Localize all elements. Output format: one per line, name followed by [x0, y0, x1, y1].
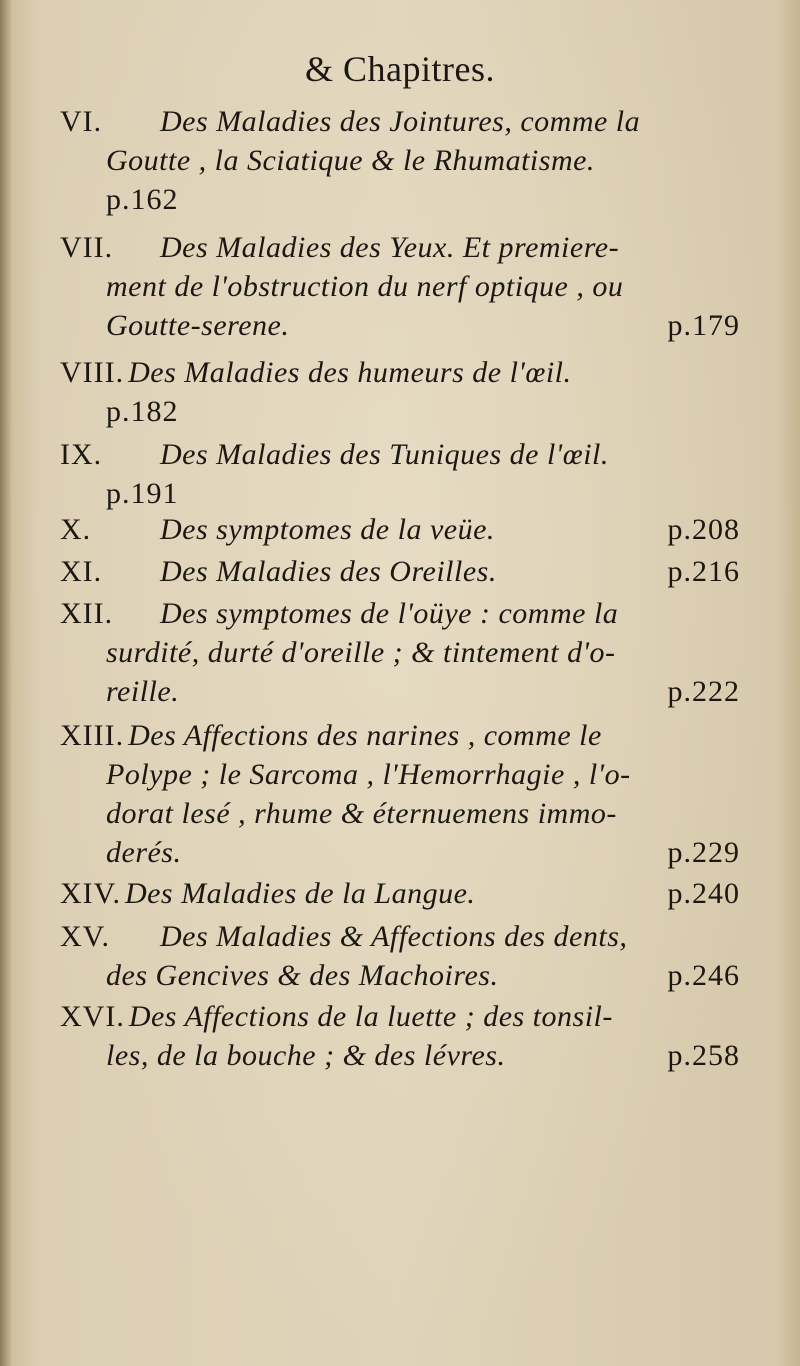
chapter-number: XI.	[60, 555, 103, 588]
chapter-title-line: Des symptomes de la veüe.	[160, 513, 495, 546]
chapter-title-line: Des Maladies de la Langue.	[124, 877, 476, 910]
toc-entry-vi	[60, 102, 740, 219]
chapter-title-line: Des Maladies des Oreilles.	[160, 555, 497, 588]
chapter-title-line: Des Maladies & Affections des dents,	[160, 920, 628, 953]
page-reference: p.258	[667, 1039, 740, 1072]
toc-entry-xvi	[60, 997, 740, 1075]
chapter-title-line: Des Affections des narines , comme le	[128, 719, 602, 752]
page-reference: p.179	[667, 309, 740, 342]
chapter-title-line: les, de la bouche ; & des lévres.	[106, 1039, 506, 1072]
page-reference: p.222	[667, 675, 740, 708]
chapter-title-line: Des symptomes de l'oüye : comme la	[160, 597, 619, 630]
running-head: & Chapitres.	[305, 49, 495, 89]
chapter-title-line: Goutte , la Sciatique & le Rhumatisme.	[106, 144, 595, 177]
toc-entry-xi	[60, 552, 740, 591]
chapter-title-line: surdité, durté d'oreille ; & tintement d'o-	[106, 636, 616, 669]
chapter-title-line: Des Maladies des Tuniques de l'œil.	[160, 438, 609, 471]
chapter-title-line: Polype ; le Sarcoma , l'Hemorrhagie , l'o-	[106, 758, 631, 791]
page-reference: p.191	[106, 477, 179, 510]
chapter-title-line: Des Maladies des humeurs de l'œil.	[128, 356, 572, 389]
chapter-title-line: ment de l'obstruction du nerf optique , ou	[106, 270, 624, 303]
toc-entry-vii	[60, 228, 740, 345]
toc-entry-xiii	[60, 716, 740, 872]
chapter-number: XV.	[60, 920, 110, 953]
page-reference: p.208	[667, 513, 740, 546]
toc-entry-xv	[60, 917, 740, 995]
chapter-title-line: Des Affections de la luette ; des tonsil-	[128, 1000, 613, 1033]
chapter-title-line: dorat lesé , rhume & éternuemens immo-	[106, 797, 617, 830]
page-reference: p.162	[106, 183, 179, 216]
chapter-number: XII.	[60, 597, 114, 630]
chapter-title-line: Des Maladies des Jointures, comme la	[160, 105, 641, 138]
toc-entry-xii	[60, 594, 740, 711]
chapter-title-line: reille.	[106, 675, 180, 708]
toc-entry-x	[60, 510, 740, 549]
chapter-number: VII.	[60, 231, 114, 264]
page-reference: p.216	[667, 555, 740, 588]
toc-entry-ix	[60, 435, 740, 513]
page-reference: p.229	[667, 836, 740, 869]
chapter-number: IX.	[60, 438, 103, 471]
chapter-title-line: des Gencives & des Machoires.	[106, 959, 499, 992]
page-gutter-shadow	[0, 0, 12, 1366]
chapter-title-line: Des Maladies des Yeux. Et premiere-	[160, 231, 620, 264]
chapter-title-line: Goutte-serene.	[106, 309, 290, 342]
toc-entry-viii	[60, 353, 740, 431]
chapter-number: X.	[60, 513, 92, 546]
chapter-number: VI.	[60, 105, 103, 138]
chapter-number: XIV.	[60, 877, 121, 910]
chapter-title-line: derés.	[106, 836, 182, 869]
page-reference: p.240	[667, 877, 740, 910]
chapter-number: XIII.	[60, 719, 125, 752]
chapter-number: XVI.	[60, 1000, 125, 1033]
page-reference: p.182	[106, 395, 179, 428]
toc-entry-xiv	[60, 874, 740, 913]
page-reference: p.246	[667, 959, 740, 992]
chapter-number: VIII.	[60, 356, 125, 389]
